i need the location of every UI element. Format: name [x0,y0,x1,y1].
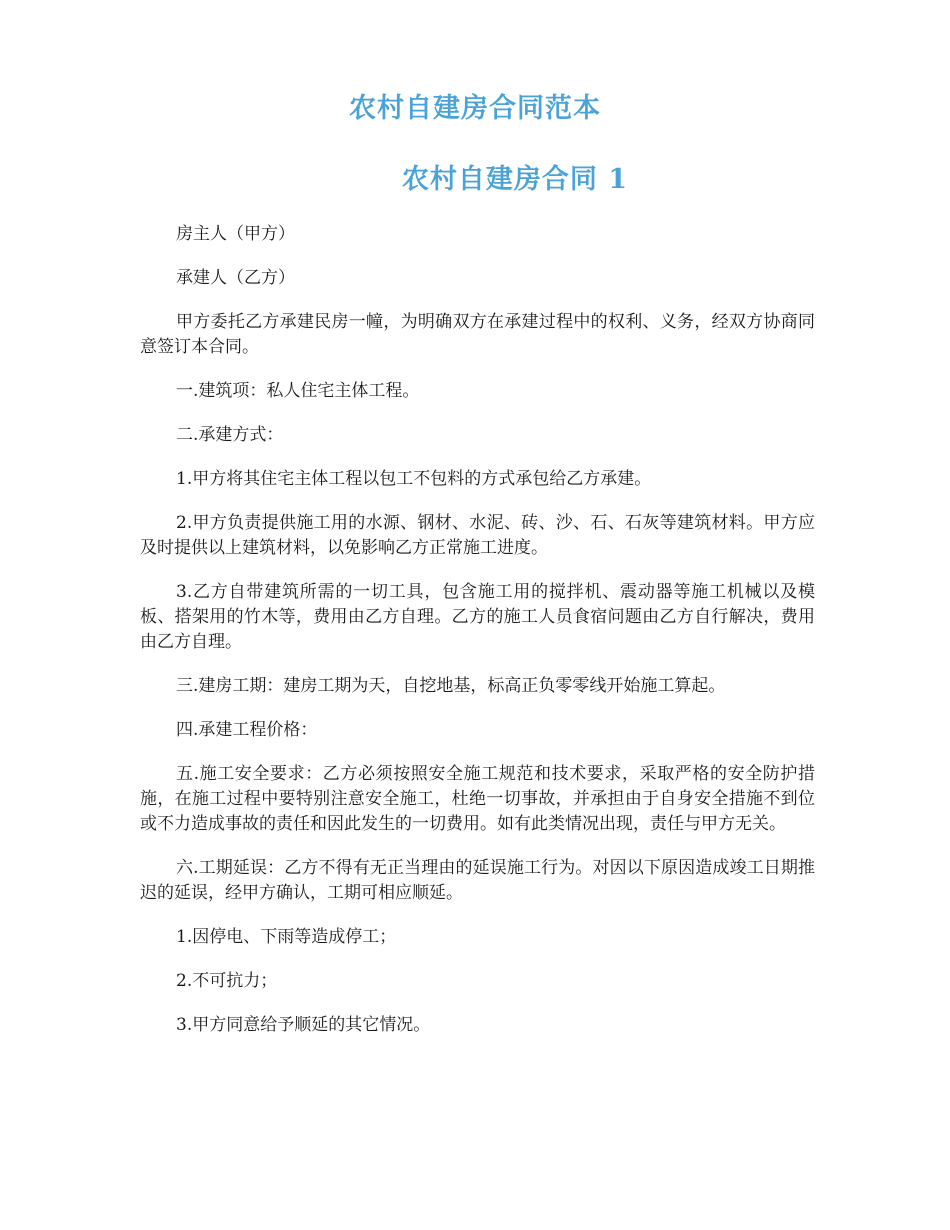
document-subtitle: 农村自建房合同 1 [401,164,629,195]
paragraph-section-2: 二.承建方式： [176,425,284,445]
paragraph-section-6-item-1: 1.因停电、下雨等造成停工； [176,927,397,947]
paragraph-section-1: 一.建筑项：私人住宅主体工程。 [176,381,420,401]
paragraph-section-2-item-1: 1.甲方将其住宅主体工程以包工不包料的方式承包给乙方承建。 [176,469,652,489]
paragraph-party-a: 房主人（甲方） [176,224,295,244]
document-title: 农村自建房合同范本 [349,93,601,124]
paragraph-section-2-item-2: 2.甲方负责提供施工用的水源、钢材、水泥、砖、沙、石、石灰等建筑材料。甲方应及时提供以上建筑材料，以免影响乙方正常施工进度。 [140,513,815,558]
paragraph-section-4: 四.承建工程价格： [176,720,318,740]
paragraph-section-6: 六.工期延误：乙方不得有无正当理由的延误施工行为。对因以下原因造成竣工日期推迟的延误，经甲方确认，工期可相应顺延。 [140,858,815,903]
document-body [140,222,815,1057]
paragraph-intro: 甲方委托乙方承建民房一幢，为明确双方在承建过程中的权利、义务，经双方协商同意签订本合同。 [140,312,815,357]
paragraph-section-6-item-3: 3.甲方同意给予顺延的其它情况。 [176,1015,431,1035]
paragraph-section-3: 三.建房工期：建房工期为天，自挖地基，标高正负零零线开始施工算起。 [176,676,726,696]
paragraph-section-2-item-3: 3.乙方自带建筑所需的一切工具，包含施工用的搅拌机、震动器等施工机械以及模板、搭架用的竹木等，费用由乙方自理。乙方的施工人员食宿问题由乙方自行解决，费用由乙方自理。 [140,582,815,652]
paragraph-section-5: 五.施工安全要求：乙方必须按照安全施工规范和技术要求，采取严格的安全防护措施，在施工过程中要特别注意安全施工，杜绝一切事故，并承担由于自身安全措施不到位或不力造成事故的责任和因此发生的一切费用。如有此类情况出现，责任与甲方无关。 [140,764,815,834]
paragraph-section-6-item-2: 2.不可抗力； [176,971,278,991]
paragraph-party-b: 承建人（乙方） [176,268,295,288]
